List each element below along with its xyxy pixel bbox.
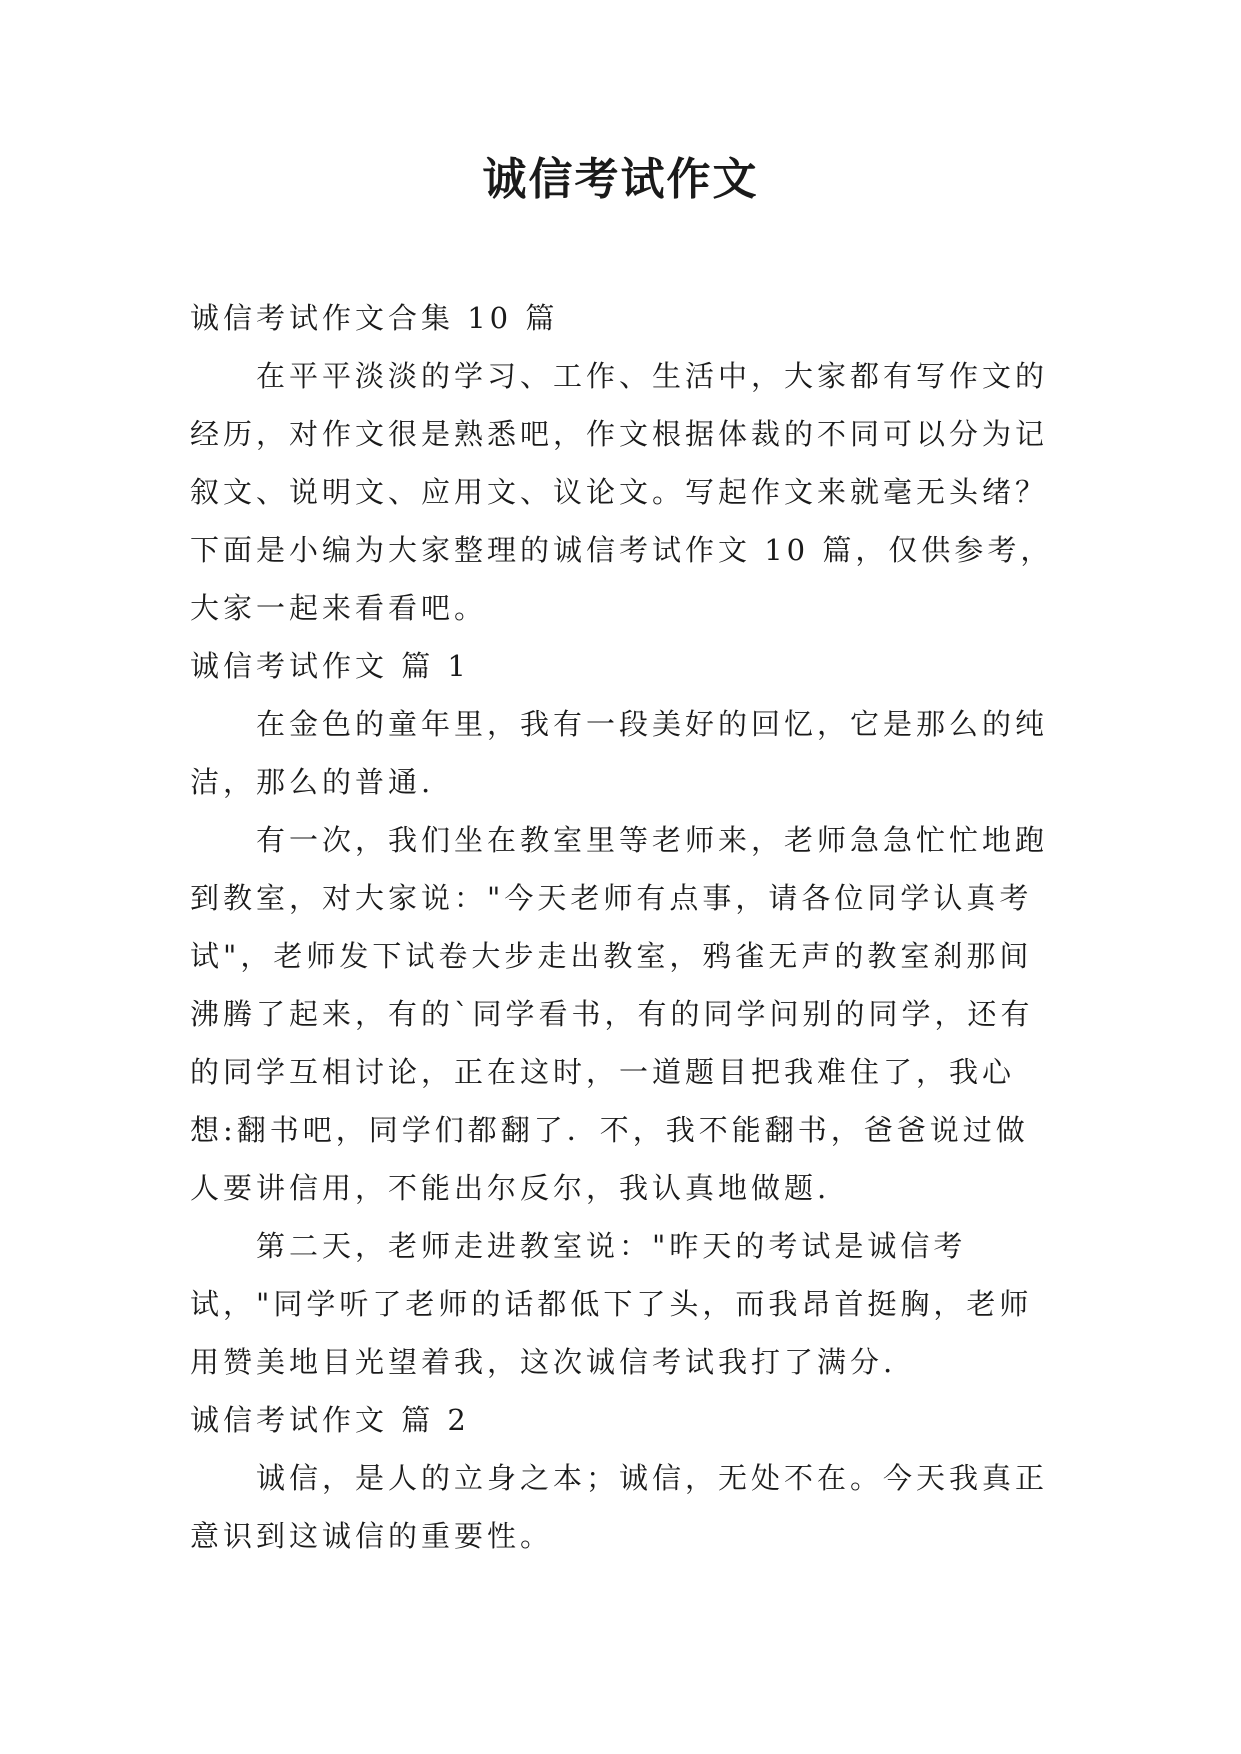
section-2-paragraph-1: 诚信，是人的立身之本；诚信，无处不在。今天我真正意识到这诚信的重要性。 bbox=[190, 1461, 1049, 1553]
section-heading-2: 诚信考试作文 篇 2 bbox=[190, 1403, 470, 1437]
section-1-paragraph-2: 有一次，我们坐在教室里等老师来，老师急急忙忙地跑到教室，对大家说："今天老师有点事，请各位同学认真考试"，老师发下试卷大步走出教室，鸦雀无声的教室刹那间沸腾了起来，有的`同学看书，有的同学问别的同学，还有的同学互相讨论，正在这时，一道题目把我难住了，我心想:翻书吧，同学们都翻了．不，我不能翻书，爸爸说过做人要讲信用，不能出尔反尔，我认真地做题. bbox=[190, 823, 1049, 1205]
document-title: 诚信考试作文 bbox=[482, 154, 759, 205]
section-1-paragraph-3: 第二天，老师走进教室说："昨天的考试是诚信考试，"同学听了老师的话都低下了头，而我昂首挺胸，老师用赞美地目光望着我，这次诚信考试我打了满分. bbox=[190, 1229, 1033, 1379]
document-subtitle: 诚信考试作文合集 10 篇 bbox=[190, 301, 559, 335]
intro-paragraph: 在平平淡淡的学习、工作、生活中，大家都有写作文的经历，对作文很是熟悉吧，作文根据体裁的不同可以分为记叙文、说明文、应用文、议论文。写起作文来就毫无头绪？下面是小编为大家整理的诚信考试作文 10 篇，仅供参考，大家一起来看看吧。 bbox=[190, 359, 1054, 625]
section-1-paragraph-1: 在金色的童年里，我有一段美好的回忆，它是那么的纯洁，那么的普通. bbox=[190, 707, 1049, 799]
document-body bbox=[190, 289, 1060, 1565]
section-heading-1: 诚信考试作文 篇 1 bbox=[190, 649, 470, 683]
